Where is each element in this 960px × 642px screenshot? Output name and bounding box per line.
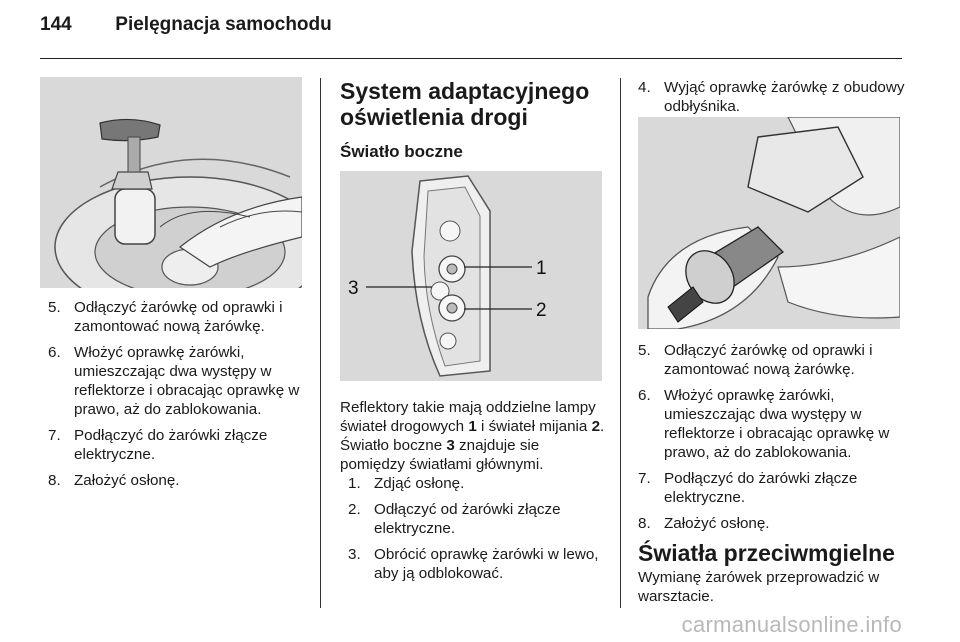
bulb-holder-illustration	[40, 77, 302, 288]
section-title-line-1: System adaptacyjnego	[340, 78, 590, 104]
text-run: znajduje sie pomiędzy światłami głównymi.	[340, 437, 544, 473]
right-steps-list	[638, 341, 914, 540]
step-text: Włożyć oprawkę żarówki, umieszczając dwa występy w reflektorze i obracając oprawkę w prawo, aż do zablokowania.	[664, 387, 890, 461]
list-item	[348, 474, 610, 493]
bulb-holder-drawing	[40, 77, 302, 288]
step-text: Włożyć oprawkę żarówki, umieszczając dwa występy w reflektorze i obracając oprawkę w prawo, aż do zablokowania.	[74, 344, 300, 418]
watermark: carmanualsonline.info	[681, 612, 902, 637]
step-text: Wyjąć oprawkę żarówkę z obudowy odbłyśnika.	[664, 79, 905, 115]
list-item	[48, 426, 310, 464]
step-text: Odłączyć żarówkę od oprawki i zamontować nową żarówkę.	[664, 342, 873, 378]
text-run: Reflektory takie mają oddzielne lampy świateł drogowych	[340, 399, 596, 435]
step-text: Podłączyć do żarówki złącze elektryczne.	[664, 470, 858, 506]
step-text: Zdjąć osłonę.	[374, 475, 465, 492]
step-number: 7.	[48, 427, 61, 444]
page-number: 144	[40, 14, 72, 35]
headlamp-illustration	[340, 171, 602, 381]
left-steps-list	[48, 298, 310, 497]
list-item	[48, 343, 310, 419]
list-item	[638, 514, 914, 533]
step-number: 7.	[638, 470, 651, 487]
figure-label-1: 1	[536, 258, 547, 279]
bulb-removal-drawing	[638, 117, 900, 329]
list-item	[638, 78, 908, 116]
bulb-removal-illustration	[638, 117, 900, 329]
page-header	[40, 14, 332, 36]
list-item	[348, 500, 610, 538]
list-item	[638, 469, 914, 507]
section-title-line-2: oświetlenia drogi	[340, 104, 528, 130]
step-text: Obrócić oprawkę żarówki w lewo, aby ją odblokować.	[374, 546, 599, 582]
list-item	[638, 341, 914, 379]
fog-lights-title: Światła przeciwmgielne	[638, 540, 895, 566]
step-text: Podłączyć do żarówki złącze elektryczne.	[74, 427, 268, 463]
step-number: 8.	[638, 515, 651, 532]
list-item	[638, 386, 914, 462]
list-item	[348, 545, 610, 583]
step-number: 6.	[48, 344, 61, 361]
section-heading	[340, 78, 610, 130]
figure-label-2: 2	[536, 300, 547, 321]
column-divider-left	[320, 78, 321, 608]
step-number: 5.	[48, 299, 61, 316]
step-number: 8.	[48, 472, 61, 489]
step-number: 6.	[638, 387, 651, 404]
page-title: Pielęgnacja samochodu	[115, 14, 332, 35]
text-run: i świateł mijania	[476, 418, 592, 435]
fog-lights-text: Wymianę żarówek przeprowadzić w warsztacie.	[638, 569, 880, 605]
header-rule	[40, 58, 902, 59]
list-item	[48, 471, 310, 490]
step-text: Założyć osłonę.	[74, 472, 180, 489]
step-text: Założyć osłonę.	[664, 515, 770, 532]
section-title	[340, 78, 610, 130]
ref-number: 2	[591, 418, 601, 435]
figure-label-3: 3	[348, 278, 359, 299]
step-number: 1.	[348, 475, 361, 492]
subsection-title: Światło boczne	[340, 142, 463, 161]
step-number: 5.	[638, 342, 651, 359]
step-number: 4.	[638, 79, 651, 96]
step-text: Odłączyć żarówkę od oprawki i zamontować nową żarówkę.	[74, 299, 283, 335]
list-item	[48, 298, 310, 336]
step-text: Odłączyć od żarówki złącze elektryczne.	[374, 501, 561, 537]
ref-number: 1	[468, 418, 477, 435]
ref-number: 3	[446, 437, 455, 454]
text-run: . Światło boczne	[340, 418, 605, 454]
step-number: 3.	[348, 546, 361, 563]
column-divider-right	[620, 78, 621, 608]
step-number: 2.	[348, 501, 361, 518]
middle-steps-list	[348, 474, 610, 590]
headlamp-drawing	[340, 171, 602, 381]
lamp-description	[340, 398, 608, 474]
